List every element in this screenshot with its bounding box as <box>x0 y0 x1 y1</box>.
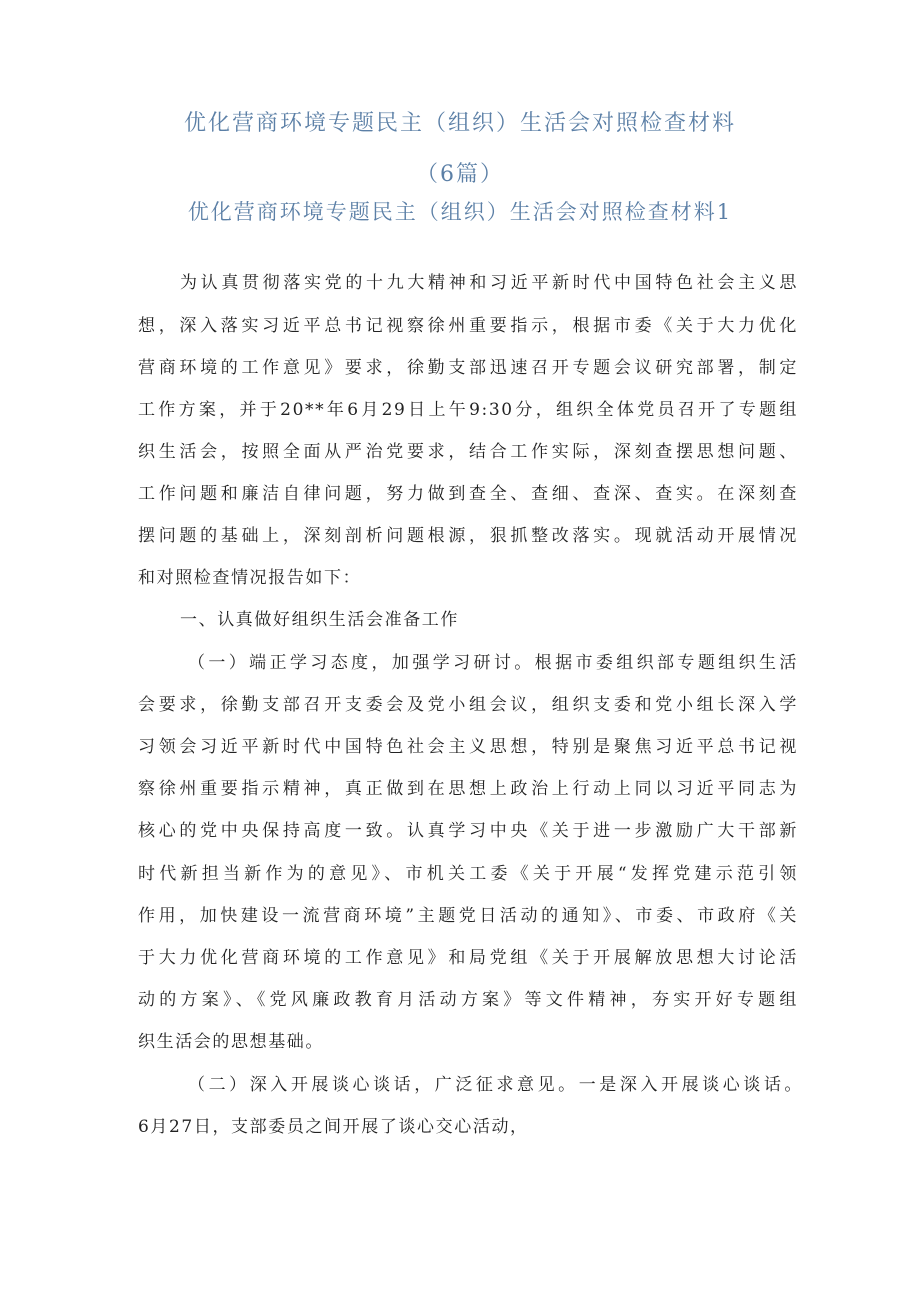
intro-line: 和对照检查情况报告如下： <box>138 568 362 588</box>
paragraph-line: 会要求，徐勤支部召开支委会及党小组会议，组织支委和党小组长深入学 <box>138 695 798 715</box>
document-title-count: （6篇） <box>416 162 504 187</box>
intro-line: 织生活会，按照全面从严治党要求，结合工作实际，深刻查摆思想问题、 <box>138 442 798 462</box>
paragraph-line: 习领会习近平新时代中国特色社会主义思想，特别是聚焦习近平总书记视 <box>138 737 798 757</box>
paragraph-line: 核心的党中央保持高度一致。认真学习中央《关于进一步激励广大干部新 <box>138 821 798 841</box>
intro-line: 摆问题的基础上，深刻剖析问题根源，狠抓整改落实。现就活动开展情况 <box>138 526 798 546</box>
intro-line: 想，深入落实习近平总书记视察徐州重要指示，根据市委《关于大力优化 <box>138 316 798 336</box>
intro-line: 工作方案，并于20**年6月29日上午9:30分，组织全体党员召开了专题组 <box>138 400 798 420</box>
paragraph-line: （一）端正学习态度，加强学习研讨。根据市委组织部专题组织生活 <box>188 653 798 673</box>
paragraph-line: 于大力优化营商环境的工作意见》和局党组《关于开展解放思想大讨论活 <box>138 948 798 968</box>
section-heading: 一、认真做好组织生活会准备工作 <box>180 610 459 630</box>
paragraph-line: 作用，加快建设一流营商环境”主题党日活动的通知》、市委、市政府《关 <box>138 906 798 926</box>
paragraph-line: 动的方案》、《党风廉政教育月活动方案》等文件精神，夯实开好专题组 <box>138 990 798 1010</box>
paragraph-line: 时代新担当新作为的意见》、市机关工委《关于开展“发挥党建示范引领 <box>138 864 798 884</box>
paragraph-line: （二）深入开展谈心谈话，广泛征求意见。一是深入开展谈心谈话。 <box>188 1075 803 1095</box>
paragraph-line: 6月27日，支部委员之间开展了谈心交心活动， <box>138 1117 529 1137</box>
intro-line: 为认真贯彻落实党的十九大精神和习近平新时代中国特色社会主义思 <box>180 273 798 293</box>
intro-line: 营商环境的工作意见》要求，徐勤支部迅速召开专题会议研究部署，制定 <box>138 358 798 378</box>
section-subtitle: 优化营商环境专题民主（组织）生活会对照检查材料1 <box>187 200 733 224</box>
paragraph-line: 织生活会的思想基础。 <box>138 1032 324 1052</box>
document-title: 优化营商环境专题民主（组织）生活会对照检查材料 <box>183 111 736 136</box>
intro-line: 工作问题和廉洁自律问题，努力做到查全、查细、查深、查实。在深刻查 <box>138 484 798 504</box>
paragraph-line: 察徐州重要指示精神，真正做到在思想上政治上行动上同以习近平同志为 <box>138 779 798 799</box>
